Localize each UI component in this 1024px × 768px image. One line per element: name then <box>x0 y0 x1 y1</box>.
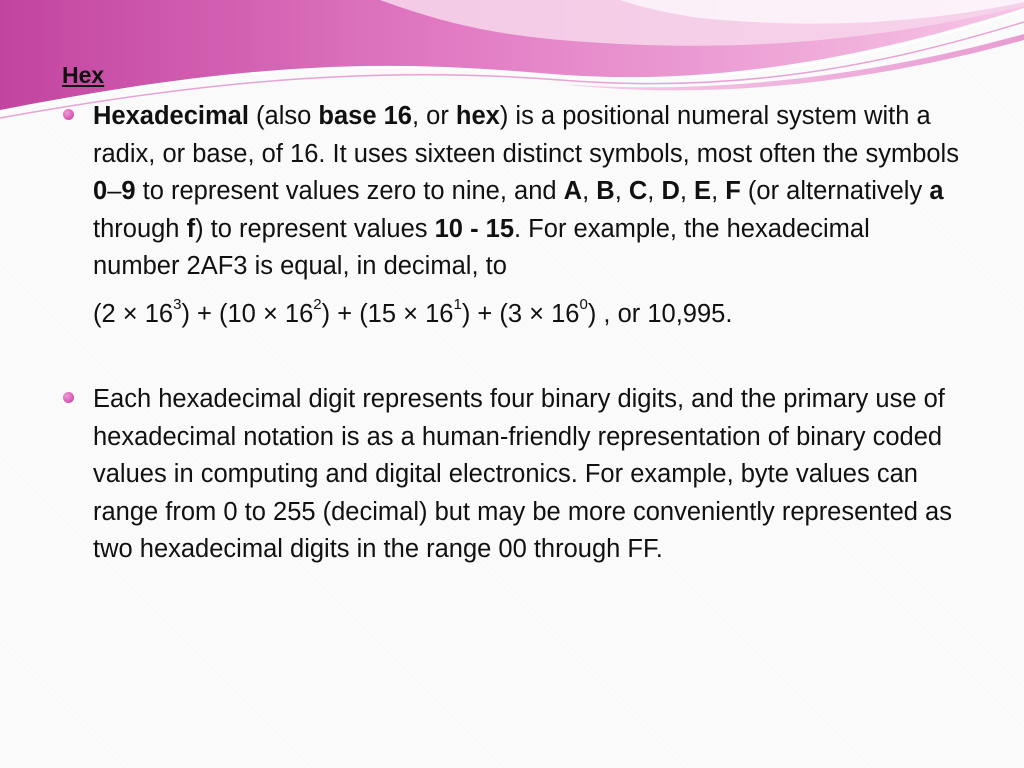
text-run: (also <box>248 102 319 130</box>
slide-heading: Hex <box>62 62 105 88</box>
formula-part: (2 × 16 <box>93 299 174 328</box>
text-run: 10 - 15 <box>434 214 515 243</box>
bullet-dot-icon <box>63 392 74 403</box>
formula-part: ) + (15 × 16 <box>321 299 454 328</box>
text-run: B <box>596 177 615 205</box>
text-run: 9 <box>121 177 136 205</box>
bullet-dot-icon <box>63 109 74 120</box>
text-run: hex <box>455 102 500 130</box>
text-run: – <box>107 177 122 205</box>
text-run: to represent values zero to nine, and <box>135 177 564 205</box>
slide-content <box>62 58 962 569</box>
text-run: , <box>647 177 662 205</box>
bullet-list <box>62 98 962 569</box>
text-run: Each hexadecimal digit represents four binary digits, and the primary use of hexadecimal notation is as a human-friendly representation of binary coded values in computing and digital electronics. For example, byte values can range from 0 to 255 (decimal) but may be more conveniently represented as two hexadecimal digits in the range 00 through FF. <box>93 385 952 563</box>
text-run: D <box>661 177 680 205</box>
text-run: C <box>628 177 648 205</box>
formula-part: ) + (10 × 16 <box>181 299 314 328</box>
text-run: , or <box>411 102 456 130</box>
bullet-hexadecimal-definition <box>62 98 962 333</box>
hex-conversion-formula <box>93 296 962 334</box>
text-run: Hexadecimal <box>93 102 249 130</box>
formula-exponent: 1 <box>453 296 462 313</box>
formula-part: ) , or 10,995. <box>587 299 733 328</box>
text-run: ) is a positional numeral system with a radix, or base, of 16. It uses sixteen distinct symbols, most often the symbols <box>93 102 959 168</box>
text-run: ) to represent values <box>195 214 435 243</box>
text-run: E <box>694 177 712 205</box>
text-run: , <box>582 177 597 205</box>
text-run: A <box>563 177 583 205</box>
text-run: , <box>711 177 726 205</box>
formula-exponent: 3 <box>173 296 182 313</box>
formula-exponent: 2 <box>313 296 322 313</box>
text-run: . For example, the hexadecimal number 2AF3 is equal, in decimal, to <box>93 214 870 280</box>
text-run: , <box>614 177 629 205</box>
text-run: f <box>186 214 196 243</box>
bullet-text <box>93 98 962 286</box>
text-run: a <box>929 177 944 205</box>
bullet-text <box>93 381 962 569</box>
text-run: through <box>93 214 187 243</box>
text-run: F <box>725 177 741 205</box>
text-run: (or alternatively <box>740 177 930 205</box>
text-run: , <box>679 177 695 205</box>
text-run: 0 <box>93 177 108 205</box>
bullet-hex-digit-usage <box>62 381 962 569</box>
formula-part: ) + (3 × 16 <box>461 299 580 328</box>
text-run: base 16 <box>318 102 412 130</box>
formula-exponent: 0 <box>579 296 588 313</box>
